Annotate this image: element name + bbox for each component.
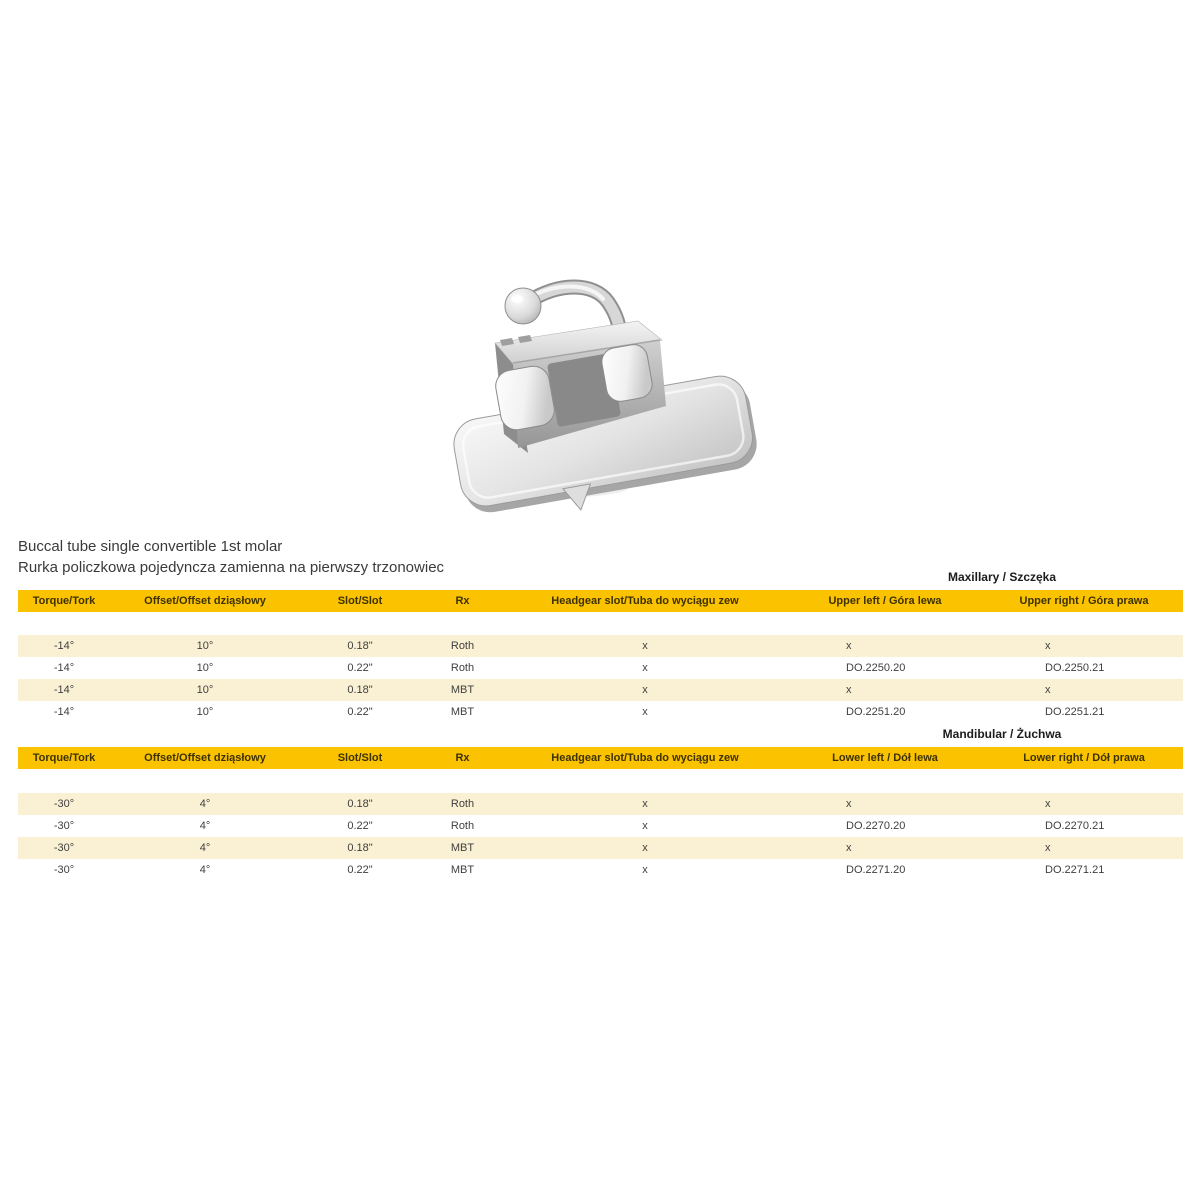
cell-torque: -30° — [53, 864, 75, 876]
column-header-offset: Offset/Offset dziąsłowy — [144, 595, 266, 607]
product-code: x — [846, 842, 852, 854]
table-row — [18, 859, 1183, 881]
column-header-rx: Rx — [455, 752, 470, 764]
cell-offset: 4° — [199, 798, 211, 810]
cell-upper-right — [985, 657, 1183, 679]
cell-upper-left — [785, 657, 985, 679]
cell-upper-right — [985, 679, 1183, 701]
section-label-maxillary: Maxillary / Szczęka — [947, 570, 1057, 584]
cell-headgear: x — [642, 684, 648, 696]
column-header-lower-left: Lower left / Dół lewa — [832, 752, 938, 764]
cell-slot: 0.18" — [347, 798, 373, 810]
product-code: x — [846, 640, 852, 652]
cell-lower-right — [985, 793, 1183, 815]
cell-torque: -14° — [53, 684, 75, 696]
cell-lower-left — [785, 837, 985, 859]
table-row — [18, 793, 1183, 815]
cell-torque: -14° — [53, 662, 75, 674]
cell-offset: 10° — [196, 640, 214, 652]
table-row — [18, 837, 1183, 859]
cell-lower-left — [785, 859, 985, 881]
cell-headgear: x — [642, 662, 648, 674]
product-title-pl: Rurka policzkowa pojedyncza zamienna na pierwszy trzonowiec — [18, 559, 445, 576]
cell-torque: -14° — [53, 640, 75, 652]
cell-slot: 0.18" — [347, 640, 373, 652]
product-image-buccal-tube — [428, 256, 776, 524]
column-header-upper-right: Upper right / Góra prawa — [1019, 595, 1149, 607]
column-header-offset: Offset/Offset dziąsłowy — [144, 752, 266, 764]
cell-upper-right — [985, 701, 1183, 723]
cell-rx: MBT — [450, 706, 475, 718]
product-code: DO.2250.21 — [1045, 662, 1105, 674]
product-titles — [18, 536, 444, 578]
column-header-slot: Slot/Slot — [337, 752, 383, 764]
product-code: DO.2270.20 — [846, 820, 906, 832]
cell-upper-left — [785, 635, 985, 657]
table-row — [18, 679, 1183, 701]
column-header-torque: Torque/Tork — [32, 752, 96, 764]
cell-slot: 0.18" — [347, 842, 373, 854]
product-code: DO.2271.21 — [1045, 864, 1105, 876]
cell-offset: 4° — [199, 820, 211, 832]
table-row — [18, 635, 1183, 657]
cell-rx: Roth — [450, 820, 475, 832]
column-header-torque: Torque/Tork — [32, 595, 96, 607]
product-code: DO.2251.21 — [1045, 706, 1105, 718]
cell-rx: MBT — [450, 684, 475, 696]
cell-offset: 10° — [196, 706, 214, 718]
cell-slot: 0.22" — [347, 662, 373, 674]
cell-upper-left — [785, 701, 985, 723]
section-label-mandibular: Mandibular / Żuchwa — [942, 727, 1062, 741]
product-code: x — [1045, 842, 1051, 854]
cell-headgear: x — [642, 640, 648, 652]
cell-lower-left — [785, 815, 985, 837]
product-code: DO.2251.20 — [846, 706, 906, 718]
cell-headgear: x — [642, 864, 648, 876]
product-code: x — [1045, 684, 1051, 696]
cell-offset: 10° — [196, 684, 214, 696]
table-row — [18, 815, 1183, 837]
cell-rx: Roth — [450, 798, 475, 810]
cell-slot: 0.22" — [347, 864, 373, 876]
cell-rx: Roth — [450, 640, 475, 652]
cell-rx: Roth — [450, 662, 475, 674]
column-header-upper-left: Upper left / Góra lewa — [828, 595, 942, 607]
table-row — [18, 657, 1183, 679]
product-code: x — [846, 684, 852, 696]
cell-slot: 0.18" — [347, 684, 373, 696]
cell-lower-left — [785, 793, 985, 815]
cell-offset: 4° — [199, 864, 211, 876]
table-body-mandibular — [18, 793, 1183, 881]
cell-torque: -30° — [53, 820, 75, 832]
cell-lower-right — [985, 859, 1183, 881]
cell-rx: MBT — [450, 842, 475, 854]
cell-upper-left — [785, 679, 985, 701]
table-header-mandibular — [18, 747, 1183, 769]
cell-offset: 4° — [199, 842, 211, 854]
cell-torque: -14° — [53, 706, 75, 718]
column-header-lower-right: Lower right / Dół prawa — [1023, 752, 1145, 764]
cell-lower-right — [985, 837, 1183, 859]
product-code: x — [846, 798, 852, 810]
product-code: x — [1045, 798, 1051, 810]
cell-offset: 10° — [196, 662, 214, 674]
product-code: x — [1045, 640, 1051, 652]
cell-headgear: x — [642, 798, 648, 810]
cell-torque: -30° — [53, 798, 75, 810]
column-header-headgear: Headgear slot/Tuba do wyciągu zew — [551, 595, 739, 607]
cell-lower-right — [985, 815, 1183, 837]
product-code: DO.2271.20 — [846, 864, 906, 876]
cell-slot: 0.22" — [347, 820, 373, 832]
cell-slot: 0.22" — [347, 706, 373, 718]
cell-headgear: x — [642, 706, 648, 718]
product-code: DO.2250.20 — [846, 662, 906, 674]
table-body-maxillary — [18, 635, 1183, 723]
column-header-slot: Slot/Slot — [337, 595, 383, 607]
table-row — [18, 701, 1183, 723]
product-code: DO.2270.21 — [1045, 820, 1105, 832]
cell-headgear: x — [642, 820, 648, 832]
column-header-headgear: Headgear slot/Tuba do wyciągu zew — [551, 752, 739, 764]
table-header-maxillary — [18, 590, 1183, 612]
product-title-en: Buccal tube single convertible 1st molar — [18, 538, 283, 555]
column-header-rx: Rx — [455, 595, 470, 607]
cell-rx: MBT — [450, 864, 475, 876]
cell-headgear: x — [642, 842, 648, 854]
cell-upper-right — [985, 635, 1183, 657]
cell-torque: -30° — [53, 842, 75, 854]
